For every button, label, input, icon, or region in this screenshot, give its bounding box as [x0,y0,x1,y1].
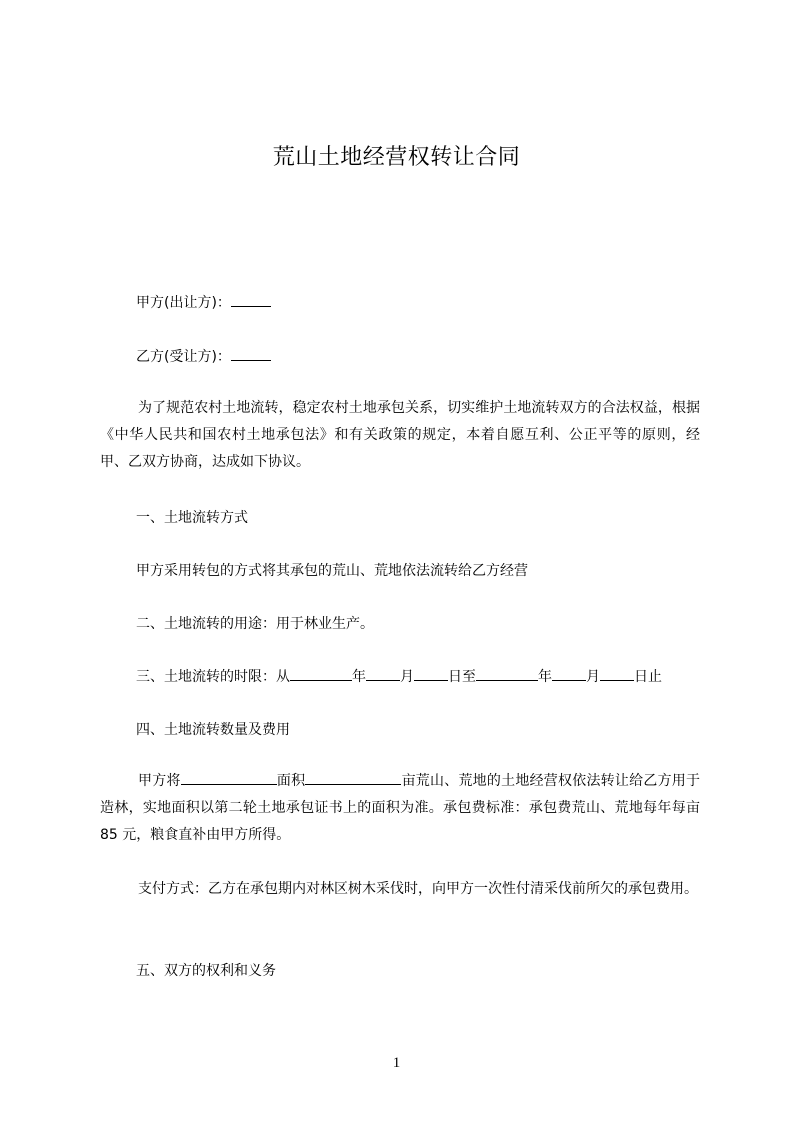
section4-p1-prefix: 甲方将 [138,773,181,789]
end-day-blank [600,666,634,681]
section3-month-1: 月 [400,669,414,685]
section4-paragraph-2 [100,876,700,903]
section1-heading: 一、土地流转方式 [136,510,248,526]
party-a-blank [231,292,271,307]
start-month-blank [366,666,400,681]
party-b-label: 乙方(受让方)： [136,349,231,365]
end-month-blank [552,666,586,681]
section3-day-end: 日止 [634,669,662,685]
area-blank-1 [181,770,277,785]
section4-p2-text: 支付方式：乙方在承包期内对林区树木采伐时，向甲方一次性付清采伐前所欠的承包费用。 [138,881,698,897]
area-blank-2 [305,770,401,785]
page-number: 1 [392,1055,401,1071]
section3-month-2: 月 [586,669,600,685]
document-title: 荒山土地经营权转让合同 [272,145,521,170]
section3-line [136,666,662,686]
party-a-line [136,292,271,312]
end-year-blank [476,666,538,681]
party-b-line [136,346,271,366]
start-year-blank [290,666,352,681]
section4-paragraph-1 [100,768,700,849]
section3-year-2: 年 [538,669,552,685]
party-b-blank [231,346,271,361]
section4-p1-area: 面积 [276,773,306,789]
section3-prefix: 三、土地流转的时限：从 [136,669,290,685]
section2-text: 二、土地流转的用途：用于林业生产。 [136,616,374,632]
section5-heading: 五、双方的权利和义务 [136,963,276,979]
start-day-blank [414,666,448,681]
section4-heading: 四、土地流转数量及费用 [136,722,290,738]
section3-year-1: 年 [352,669,366,685]
section1-text: 甲方采用转包的方式将其承包的荒山、荒地依法流转给乙方经营 [136,563,528,579]
section3-day-to: 日至 [448,669,476,685]
party-a-label: 甲方(出让方)： [136,295,231,311]
preamble-paragraph [100,395,700,476]
preamble-text: 为了规范农村土地流转，稳定农村土地承包关系，切实维护土地流转双方的合法权益，根据《中华人民共和国农村土地承包法》和有关政策的规定，本着自愿互利、公正平等的原则，经甲、乙双方协商，达成如下协议。 [100,400,700,470]
section4-p1-rest: 亩荒山、荒地的土地经营权依法转让给乙方用于造林，实地面积以第二轮土地承包证书上的面积为准。承包费标准：承包费荒山、荒地每年每亩 85 元，粮食直补由甲方所得。 [100,773,701,843]
